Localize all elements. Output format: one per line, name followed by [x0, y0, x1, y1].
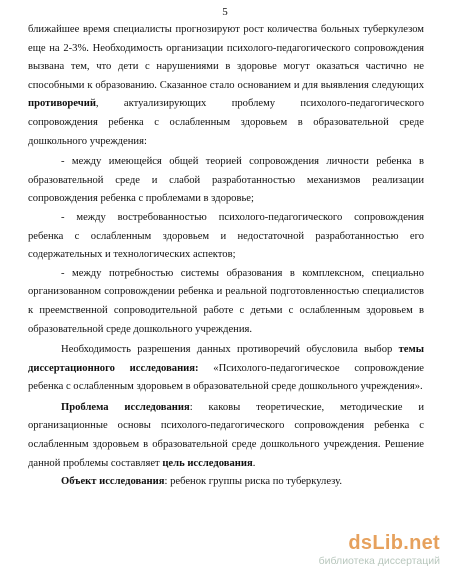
- topic-term: темы диссертационного исследования:: [28, 344, 424, 374]
- contradiction-item-1: - между имеющейся общей теорией сопровождения личности ребенка в образовательной среде и слабой разработанностью механизмов реализации сопровождения ребенка с проблемами в здоровье;: [28, 156, 424, 205]
- intro-paragraph: [28, 21, 424, 151]
- watermark-logo: dsLib.net: [348, 532, 440, 554]
- topic-paragraph: [28, 341, 424, 397]
- problem-text: : каковы теоретические, методические и организационные основы психолого-педагогического сопровождения ребенка с ослабленным здоровьем в образовательной среде дошкольного учреждения. Решение данной проблемы составляет: [28, 401, 424, 469]
- goal-term: цель исследования: [162, 457, 253, 469]
- topic-rest: «Психолого-педагогическое сопровождение ребенка с ослабленным здоровьем в образовательной среде дошкольного учреждения».: [28, 362, 424, 393]
- contradiction-item-3: - между потребностью системы образования в комплексном, специально организованном сопровождении ребенка и реальной подготовленностью специалистов к преемственной сопроводительной работе с детьми с ослабленным здоровьем в образовательной среде дошкольного учреждения.: [28, 267, 424, 335]
- contradiction-item-2: - между востребованностью психолого-педагогического сопровождения ребенка с ослабленным здоровьем и недостаточной разработанностью его содержательных и технологических аспектов;: [28, 211, 424, 261]
- document-body: [28, 21, 424, 492]
- problem-paragraph: [28, 399, 424, 473]
- object-paragraph: [28, 473, 424, 492]
- object-term: Объект исследования: [61, 476, 165, 488]
- page-number: 5: [222, 6, 228, 18]
- problem-end: .: [252, 457, 256, 469]
- object-text: : ребенок группы риска по туберкулезу.: [164, 476, 343, 488]
- problem-term: Проблема исследования: [61, 401, 190, 413]
- intro-text-2: , актуализирующих проблему психолого-педагогического сопровождения ребенка с ослабленным здоровьем в образовательной среде дошкольного учреждения:: [28, 98, 424, 147]
- contradictions-term: противоречий: [28, 98, 96, 110]
- watermark-subtitle: библиотека диссертаций: [318, 555, 440, 567]
- intro-text-1: ближайшее время специалисты прогнозируют рост количества больных туберкулезом еще на 2-3%. Необходимость организации психолого-педагогического сопровождения вызвана тем, что дети с нарушениями в здоровье могут оказаться частично не способными к образованию. Сказанное стало основанием и для выявления следующих: [28, 24, 424, 91]
- topic-lead: Необходимость разрешения данных противоречий обусловила выбор: [61, 344, 399, 356]
- watermark: [290, 532, 440, 572]
